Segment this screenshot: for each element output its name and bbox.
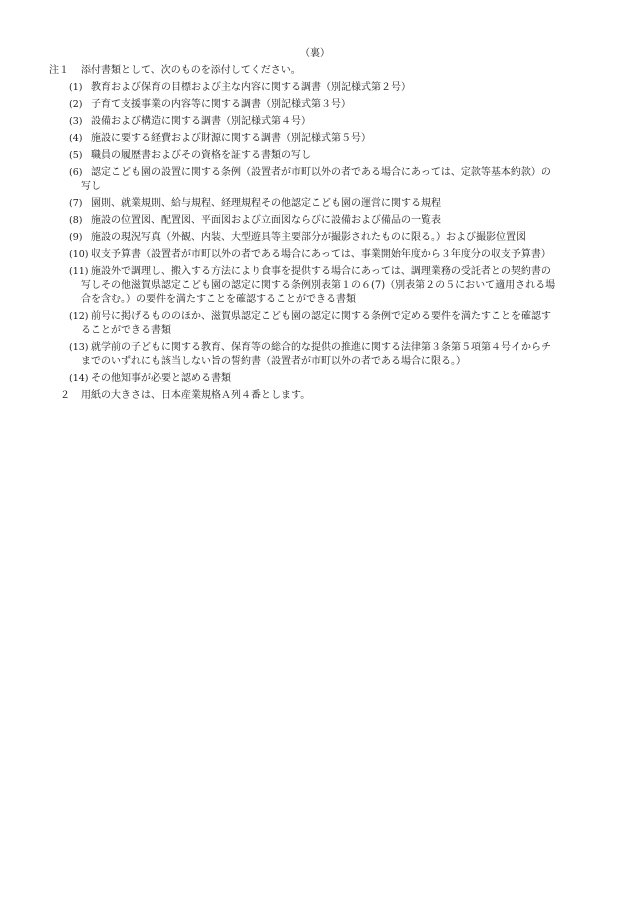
attachment-item-number: (10) [69,249,89,260]
attachment-item-number: (12) [69,311,89,322]
attachment-item-number: (4) [69,133,83,144]
notes-section [49,64,594,403]
attachment-item-text [91,372,594,386]
attachment-item [49,197,594,211]
note-2-text: 用紙の大きさは、日本産業規格Ａ列４番とします。 [81,390,311,401]
attachment-item [49,341,594,369]
attachment-item-line: ることができる書類 [81,325,171,336]
attachment-item [49,81,594,95]
attachment-item-line: までのいずれにも該当しない旨の誓約書（設置者が市町以外の者である場合に限る。） [81,356,466,367]
attachment-item-line: 写しその他滋賀県認定こども園の認定に関する条例別表第１の６(7)（別表第２の５において適用される場 [81,280,556,291]
attachment-item-line: 就学前の子どもに関する教育、保育等の総合的な提供の推進に関する法律第３条第５項第４号イからチ [91,342,551,353]
attachment-item-line: 収支予算書（設置者が市町以外の者である場合にあっては、事業開始年度から３年度分の収支予算書） [91,249,551,260]
attachment-item-line: 子育て支援事業の内容等に関する調書（別記様式第３号） [91,99,351,110]
attachment-item-number: (14) [69,373,89,384]
attachment-item-number: (7) [69,198,83,209]
attachment-item-text [91,132,594,146]
attachment-item-number: (2) [69,99,83,110]
attachment-item-line: 教育および保育の目標および主な内容に関する調書（別記様式第２号） [91,82,411,93]
attachment-item-line: 認定こども園の設置に関する条例（設置者が市町以外の者である場合にあっては、定款等基本約款）の [91,167,551,178]
attachment-item-number: (3) [69,116,83,127]
attachment-item [49,166,594,194]
attachment-item-text [91,81,594,95]
attachment-item-number: (11) [69,266,89,277]
attachment-item-text [91,149,594,163]
attachment-item-text [91,214,594,228]
attachment-item-text [81,166,594,194]
attachment-item [49,310,594,338]
note-1-marker: 注１ [49,65,69,76]
attachment-list [49,81,594,386]
attachment-item-line: 施設に要する経費および財源に関する調書（別記様式第５号） [91,133,371,144]
page-title: （裏） [300,48,330,59]
attachment-item-text [91,98,594,112]
attachment-item-line: 前号に掲げるもののほか、滋賀県認定こども園の認定に関する条例で定める要件を満たすことを確認す [91,311,551,322]
attachment-item-line: 園則、就業規則、給与規程、経理規程その他認定こども園の運営に関する規程 [91,198,441,209]
attachment-item [49,214,594,228]
attachment-item-number: (8) [69,215,83,226]
note-1-text: 添付書類として、次のものを添付してください。 [81,65,301,76]
attachment-item-line: 写し [81,181,101,192]
attachment-item [49,98,594,112]
attachment-item-line: 設備および構造に関する調書（別記様式第４号） [91,116,311,127]
attachment-item-text [91,231,594,245]
attachment-item-line: 合を含む。）の要件を満たすことを確認することができる書類 [81,294,356,305]
attachment-item [49,248,594,262]
attachment-item-text [91,248,594,262]
attachment-item-line: 施設の位置図、配置図、平面図および立面図ならびに設備および備品の一覧表 [91,215,441,226]
attachment-item-number: (5) [69,150,83,161]
attachment-item-text [81,341,594,369]
attachment-item-line: その他知事が必要と認める書類 [91,373,231,384]
attachment-item [49,231,594,245]
note-2-marker: ２ [60,390,70,401]
attachment-item-text [91,197,594,211]
attachment-item [49,115,594,129]
attachment-item-text [91,115,594,129]
attachment-item [49,372,594,386]
attachment-item [49,149,594,163]
attachment-item-number: (1) [69,82,83,93]
attachment-item-text [81,310,594,338]
attachment-item-line: 施設外で調理し、搬入する方法により食事を提供する場合にあっては、調理業務の受託者との契約書の [91,266,551,277]
attachment-item-number: (13) [69,342,89,353]
attachment-item-number: (9) [69,232,83,243]
attachment-item [49,265,594,307]
attachment-item-text [81,265,594,307]
attachment-item-line: 施設の現況写真（外観、内装、大型遊具等主要部分が撮影されたものに限る。）および撮影位置図 [91,232,526,243]
attachment-item [49,132,594,146]
note-2 [60,389,594,403]
attachment-item-number: (6) [69,167,83,178]
note-1 [49,64,594,78]
attachment-item-line: 職員の履歴書およびその資格を証する書類の写し [91,150,311,161]
